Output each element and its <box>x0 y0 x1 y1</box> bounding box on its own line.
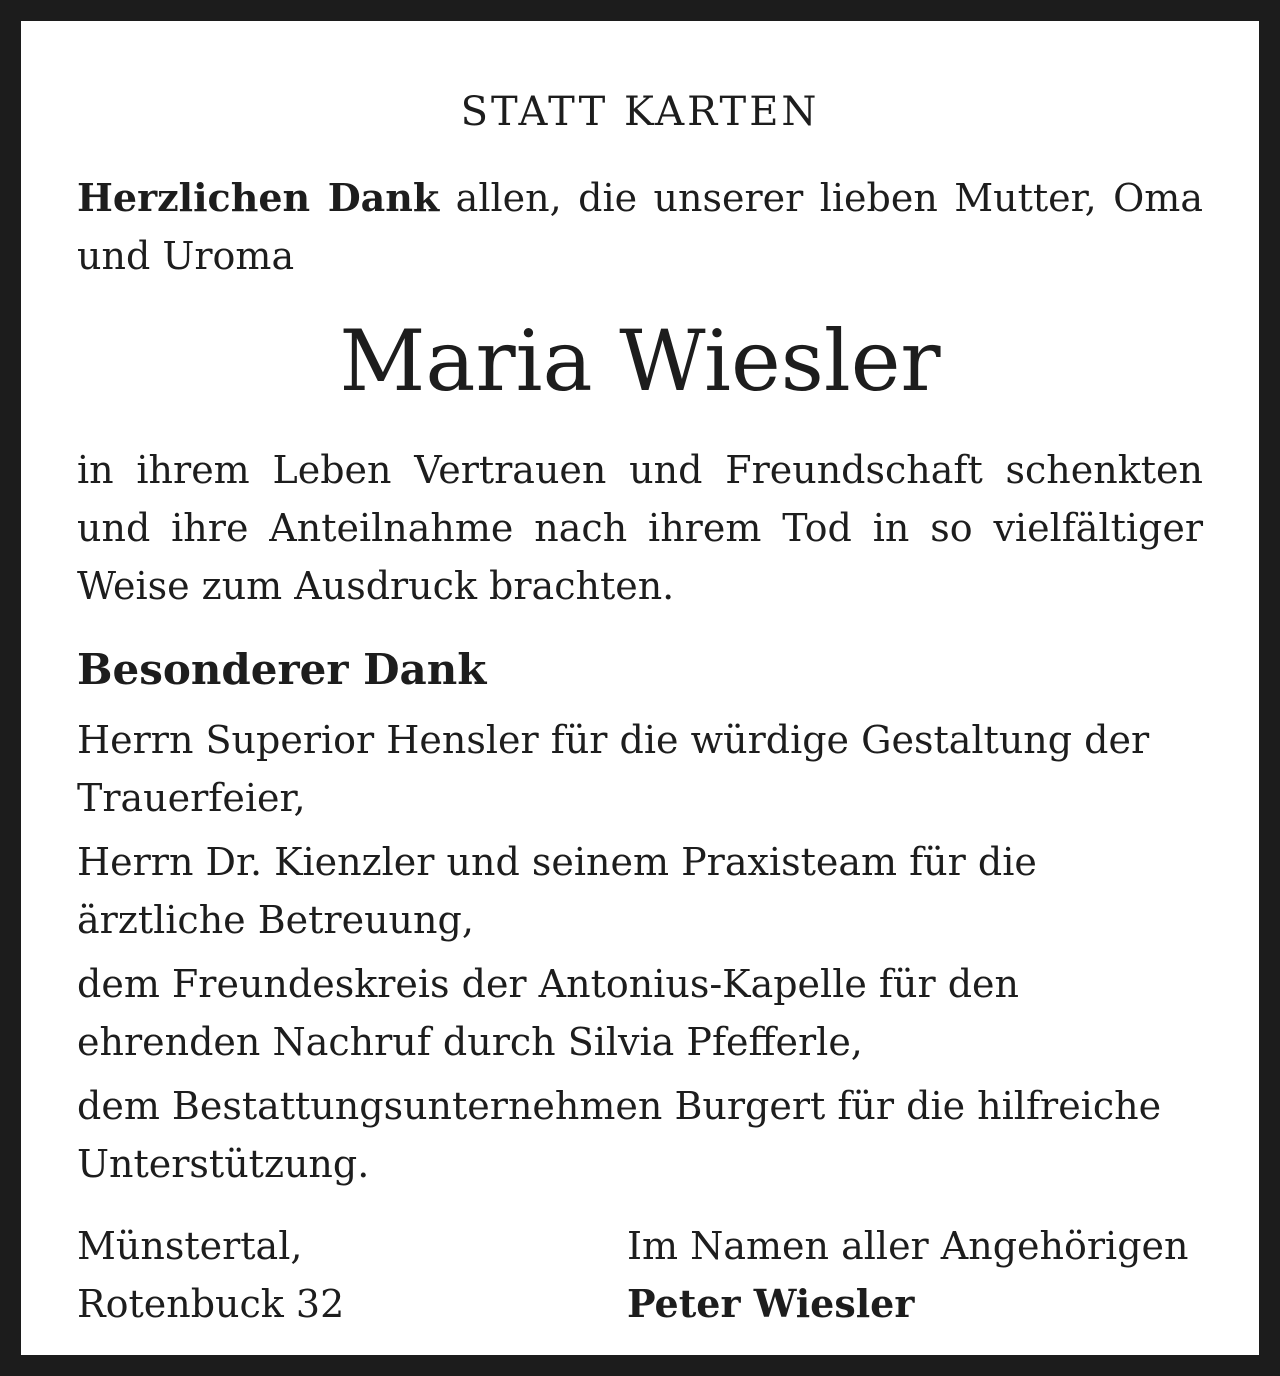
intro-paragraph <box>77 169 1203 285</box>
signer-name: Peter Wiesler <box>627 1281 915 1326</box>
thanks-item: Herrn Superior Hensler für die würdige Gestaltung der Trauerfeier, <box>77 718 1150 820</box>
statt-karten-heading: STATT KARTEN <box>460 89 820 135</box>
thanks-item: Herrn Dr. Kienzler und seinem Praxisteam für die ärztliche Betreuung, <box>77 840 1037 942</box>
thanks-item: dem Freundeskreis der Antonius-Kapelle für den ehrenden Nachruf durch Silvia Pfefferle, <box>77 962 1019 1064</box>
intro-lead-rest: allen, die unserer lieben Mutter, Oma und Uroma <box>77 176 1203 278</box>
obituary-card <box>21 21 1259 1355</box>
address-block <box>77 1217 344 1333</box>
thanks-item: dem Bestattungsunternehmen Burgert für die hilfreiche Unterstützung. <box>77 1084 1162 1186</box>
signature-block <box>627 1217 1188 1333</box>
street-line: Rotenbuck 32 <box>77 1282 345 1326</box>
special-thanks-list <box>77 711 1203 1199</box>
body-paragraph: in ihrem Leben Vertrauen und Freundschaft schenkten und ihre Anteilnahme nach ihrem Tod in so vielfältiger Weise zum Ausdruck brachten. <box>77 448 1203 608</box>
intro-lead-bold: Herzlichen Dank <box>77 175 440 220</box>
special-thanks-heading: Besonderer Dank <box>77 645 487 694</box>
place-line: Münstertal, <box>77 1224 303 1268</box>
deceased-name: Maria Wiesler <box>339 312 941 410</box>
on-behalf-line: Im Namen aller Angehörigen <box>627 1224 1189 1268</box>
